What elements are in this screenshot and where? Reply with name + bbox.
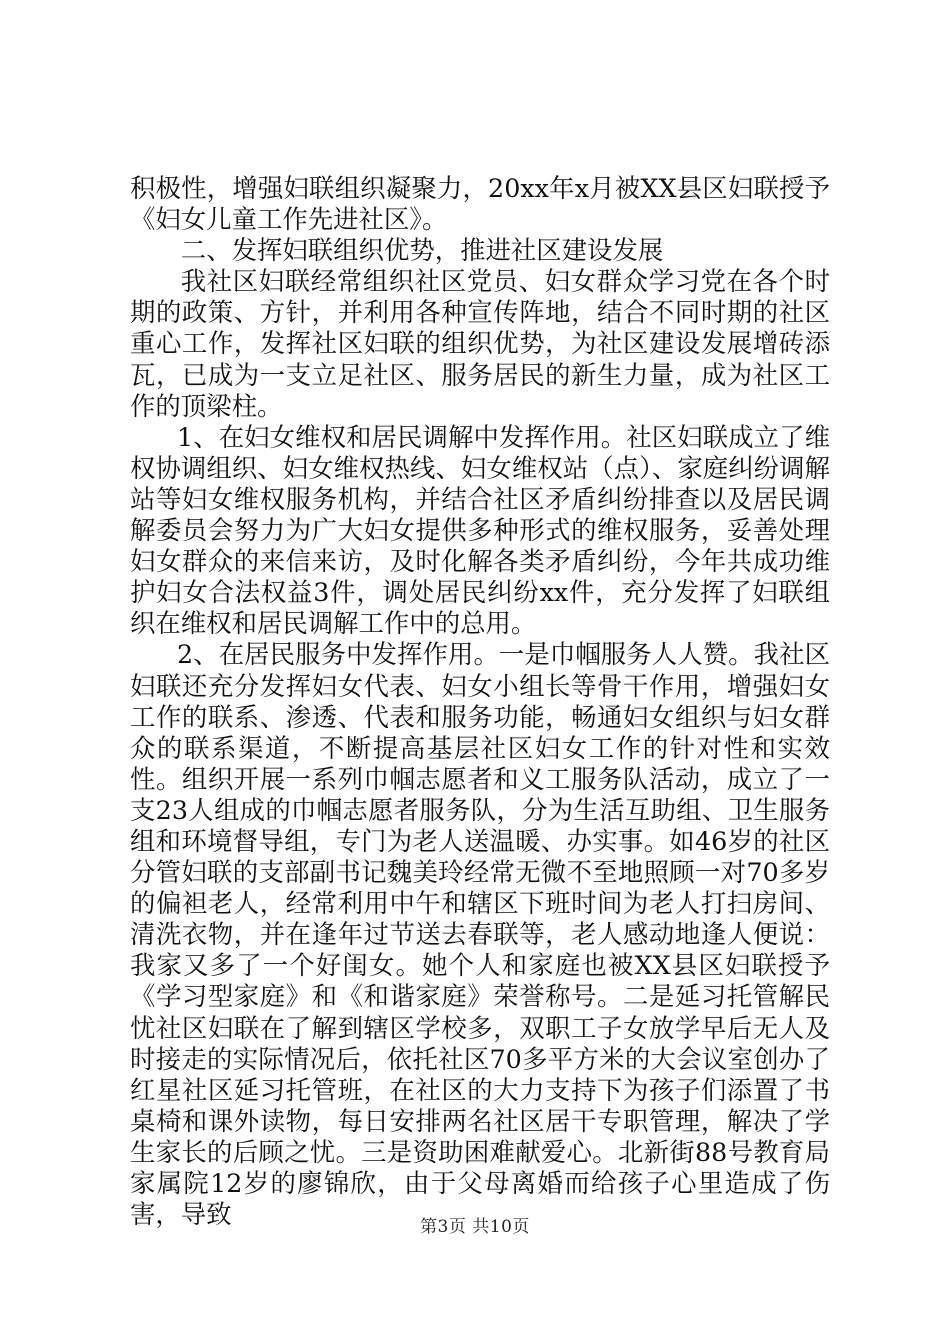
page-footer: 第3页 共10页 — [420, 1217, 530, 1237]
paragraph-item-2: 2、在居民服务中发挥作用。一是巾帼服务人人赞。我社区妇联还充分发挥妇女代表、妇女小组长等骨干作用，增强妇女工作的联系、渗透、代表和服务功能，畅通妇女组织与妇女群众的联系渠道，不断提高基层社区妇女工作的针对性和实效性。组织开展一系列巾帼志愿者和义工服务队活动，成立了一支23人组成的巾帼志愿者服务队，分为生活互助组、卫生服务组和环境督导组，专门为老人送温暖、办实事。如46岁的社区分管妇联的支部副书记魏美玲经常无微不至地照顾一对70多岁的偏袒老人，经常利用中午和辖区下班时间为老人打扫房间、清洗衣物，并在逢年过节送去春联等，老人感动地逢人便说：我家又多了一个好闺女。她个人和家庭也被XX县区妇联授予《学习型家庭》和《和谐家庭》荣誉称号。二是延习托管解民忧社区妇联在了解到辖区学校多，双职工子女放学早后无人及时接走的实际情况后，依托社区70多平方米的大会议室创办了红星社区延习托管班，在社区的大力支持下为孩子们添置了书桌椅和课外读物，每日安排两名社区居干专职管理，解决了学生家长的后顾之忧。三是资助困难献爱心。北新街88号教育局家属院12岁的廖锦欣，由于父母离婚而给孩子心里造成了伤害，导致 — [130, 639, 830, 1230]
paragraph-intro: 我社区妇联经常组织社区党员、妇女群众学习党在各个时期的政策、方针，并利用各种宣传阵地，结合不同时期的社区重心工作，发挥社区妇联的组织优势，为社区建设发展增砖添瓦，已成为一支立足社区、服务居民的新生力量，成为社区工作的顶梁柱。 — [130, 266, 830, 421]
document-body — [130, 173, 830, 1230]
paragraph-continuation: 积极性，增强妇联组织凝聚力，20xx年x月被XX县区妇联授予《妇女儿童工作先进社区》。 — [130, 173, 830, 235]
section-heading: 二、发挥妇联组织优势，推进社区建设发展 — [180, 235, 664, 266]
paragraph-item-1: 1、在妇女维权和居民调解中发挥作用。社区妇联成立了维权协调组织、妇女维权热线、妇女维权站（点）、家庭纠纷调解站等妇女维权服务机构，并结合社区矛盾纠纷排查以及居民调解委员会努力为广大妇女提供多种形式的维权服务，妥善处理妇女群众的来信来访，及时化解各类矛盾纠纷，今年共成功维护妇女合法权益3件，调处居民纠纷xx件，充分发挥了妇联组织在维权和居民调解工作中的总用。 — [130, 421, 830, 639]
